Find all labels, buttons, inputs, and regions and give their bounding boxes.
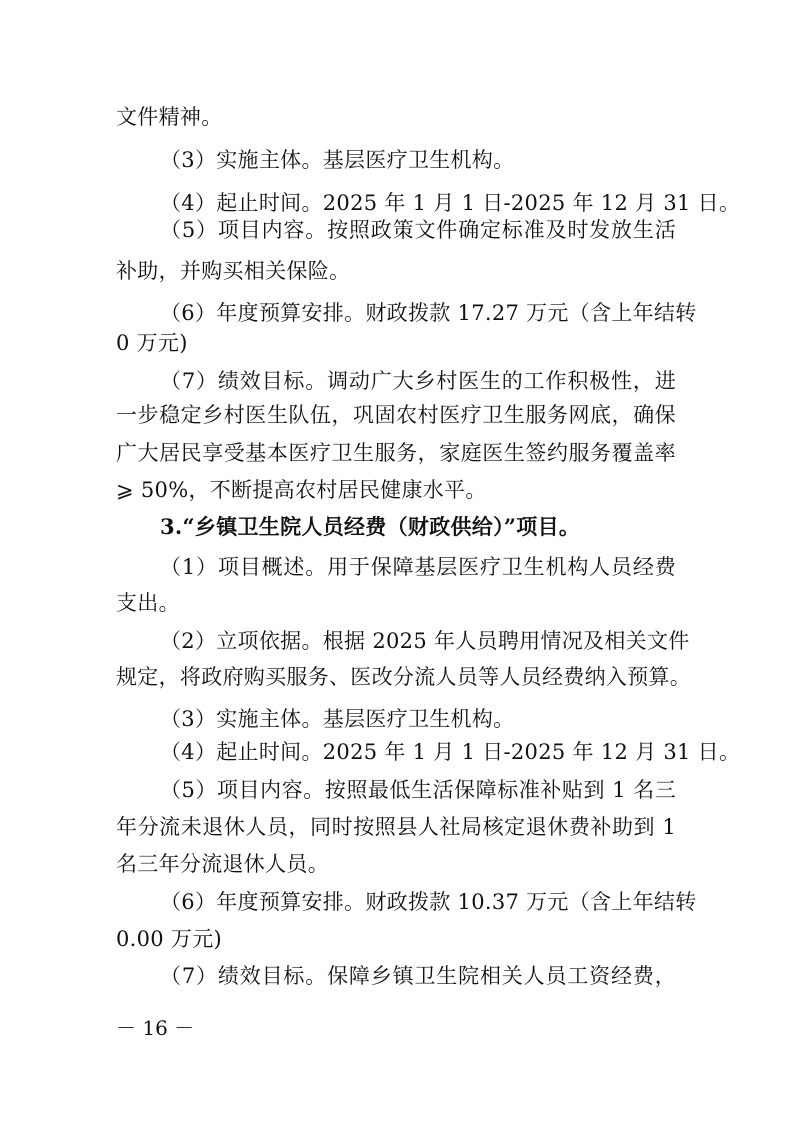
text-line: 规定，将政府购买服务、医改分流人员等人员经费纳入预算。 [116,665,692,689]
text-line: （7）绩效目标。调动广大乡村医生的工作积极性，进 [160,369,676,393]
text-line: （3）实施主体。基层医疗卫生机构。 [160,707,515,731]
text-line: 一步稳定乡村医生队伍，巩固农村医疗卫生服务网底，确保 [116,403,676,427]
text-line: （4）起止时间。2025 年 1 月 1 日-2025 年 12 月 31 日。 [160,740,741,764]
text-line: （1）项目概述。用于保障基层医疗卫生机构人员经费 [160,555,676,579]
text-line: 0.00 万元) [116,927,223,951]
text-line: （4）起止时间。2025 年 1 月 1 日-2025 年 12 月 31 日。 [160,191,741,215]
text-line: （6）年度预算安排。财政拨款 17.27 万元（含上年结转 [160,301,697,325]
text-line: （7）绩效目标。保障乡镇卫生院相关人员工资经费， [160,964,676,988]
text-line: （5）项目内容。按照最低生活保障标准补贴到 1 名三 [160,778,676,802]
text-line: 年分流未退休人员，同时按照县人社局核定退休费补助到 1 [116,815,676,839]
section-heading: 3.“乡镇卫生院人员经费（财政供给）”项目。 [160,514,581,539]
text-line: ⩾ 50%，不断提高农村居民健康水平。 [116,478,487,502]
text-line: 支出。 [116,591,180,615]
text-line: 补助，并购买相关保险。 [116,259,351,283]
text-line: 文件精神。 [116,105,223,129]
text-line: （2）立项依据。根据 2025 年人员聘用情况及相关文件 [160,629,690,653]
page-number: － 16 － [116,1016,195,1040]
text-line: 0 万元) [116,331,188,355]
text-line: （5）项目内容。按照政策文件确定标准及时发放生活 [160,218,676,242]
text-line: 名三年分流退休人员。 [116,852,329,876]
text-line: 广大居民享受基本医疗卫生服务，家庭医生签约服务覆盖率 [116,441,676,465]
text-line: （3）实施主体。基层医疗卫生机构。 [160,148,515,172]
text-line: （6）年度预算安排。财政拨款 10.37 万元（含上年结转 [160,890,697,914]
